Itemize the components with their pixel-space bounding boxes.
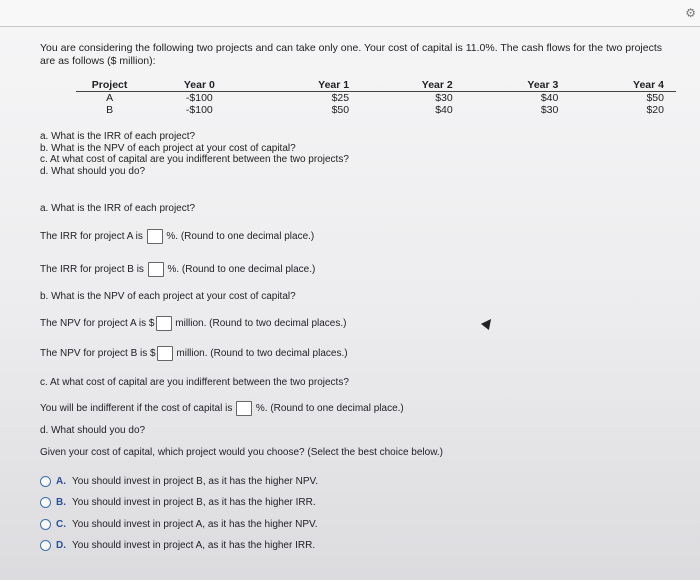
- cell-year-3: $30: [540, 104, 559, 116]
- radio-button-b[interactable]: [40, 497, 51, 508]
- cell-year-3: $40: [540, 92, 559, 104]
- radio-button-d[interactable]: [40, 540, 51, 551]
- npv-a-instruction: million. (Round to two decimal places.): [175, 318, 347, 330]
- irr-b-instruction: %. (Round to one decimal place.): [167, 264, 316, 276]
- cell-year-1: $25: [331, 92, 350, 104]
- radio-button-a[interactable]: [40, 476, 51, 487]
- npv-b-instruction: million. (Round to two decimal places.): [176, 348, 348, 360]
- header-year-4: Year 4: [570, 78, 676, 92]
- table-row: [76, 92, 676, 105]
- cell-year-4: $20: [646, 104, 664, 116]
- radio-button-c[interactable]: [40, 519, 51, 530]
- irr-b-line: [40, 262, 315, 277]
- irr-a-label: The IRR for project A is: [40, 231, 143, 243]
- problem-intro: You are considering the following two projects and can take only one. Your cost of capital is 11.0%. The cash flows for the two projects are as follows ($ million):: [40, 42, 663, 67]
- npv-a-line: [40, 316, 346, 331]
- part-c-heading: c. At what cost of capital are you indifferent between the two projects?: [40, 377, 349, 388]
- cell-year-4: $50: [646, 92, 664, 104]
- question-b: b. What is the NPV of each project at your cost of capital?: [40, 142, 296, 154]
- cell-year-1: $50: [331, 104, 350, 116]
- option-text-c: You should invest in project A, as it has the higher NPV.: [72, 519, 318, 531]
- indifference-instruction: %. (Round to one decimal place.): [255, 403, 404, 415]
- question-d: d. What should you do?: [40, 165, 146, 177]
- header-year-3: Year 3: [465, 78, 571, 92]
- option-text-d: You should invest in project A, as it has the higher IRR.: [72, 540, 316, 552]
- cash-flow-table: [76, 78, 676, 116]
- part-b-heading: b. What is the NPV of each project at your cost of capital?: [40, 291, 296, 302]
- cell-project: A: [106, 92, 114, 104]
- irr-b-input[interactable]: [148, 262, 164, 277]
- choice-option-a[interactable]: [40, 476, 318, 487]
- npv-a-input[interactable]: [156, 316, 172, 331]
- option-text-b: You should invest in project B, as it has the higher IRR.: [72, 497, 316, 509]
- table-row: [76, 104, 676, 116]
- indifference-line: [40, 401, 404, 416]
- header-year-2: Year 2: [359, 78, 465, 92]
- option-text-a: You should invest in project B, as it has the higher NPV.: [72, 476, 319, 488]
- mouse-cursor-icon: [481, 316, 495, 330]
- npv-b-line: [40, 346, 348, 361]
- choice-option-b[interactable]: [40, 497, 316, 508]
- irr-a-line: [40, 229, 314, 244]
- question-a: a. What is the IRR of each project?: [40, 131, 196, 142]
- npv-a-label: The NPV for project A is $: [40, 318, 155, 330]
- question-list: [40, 131, 349, 177]
- choice-option-d[interactable]: [40, 540, 315, 551]
- header-year-0: Year 0: [143, 78, 255, 92]
- indifference-input[interactable]: [236, 401, 252, 416]
- option-letter-d: D.: [56, 540, 66, 552]
- option-letter-a: A.: [56, 476, 66, 488]
- option-letter-c: C.: [56, 519, 66, 531]
- table-header-row: [76, 78, 676, 92]
- cell-year-2: $30: [435, 92, 453, 104]
- choice-option-c[interactable]: [40, 519, 318, 530]
- npv-b-label: The NPV for project B is $: [40, 348, 156, 360]
- part-a-heading: a. What is the IRR of each project?: [40, 203, 196, 214]
- question-c: c. At what cost of capital are you indifferent between the two projects?: [40, 154, 349, 166]
- cell-project: B: [106, 104, 114, 116]
- irr-b-label: The IRR for project B is: [40, 264, 144, 276]
- header-year-1: Year 1: [256, 78, 360, 92]
- cell-year-0: -$100: [185, 104, 213, 116]
- part-d-prompt: Given your cost of capital, which project would you choose? (Select the best choice below.): [40, 447, 443, 458]
- header-project: Project: [76, 78, 143, 92]
- option-letter-b: B.: [56, 497, 66, 509]
- indifference-label: You will be indifferent if the cost of capital is: [40, 403, 233, 415]
- settings-icon[interactable]: ⚙: [685, 6, 696, 20]
- irr-a-instruction: %. (Round to one decimal place.): [166, 231, 315, 243]
- irr-a-input[interactable]: [147, 229, 163, 244]
- npv-b-input[interactable]: [157, 346, 173, 361]
- part-d-heading: d. What should you do?: [40, 425, 146, 436]
- cell-year-0: -$100: [185, 92, 213, 104]
- cell-year-2: $40: [435, 104, 453, 116]
